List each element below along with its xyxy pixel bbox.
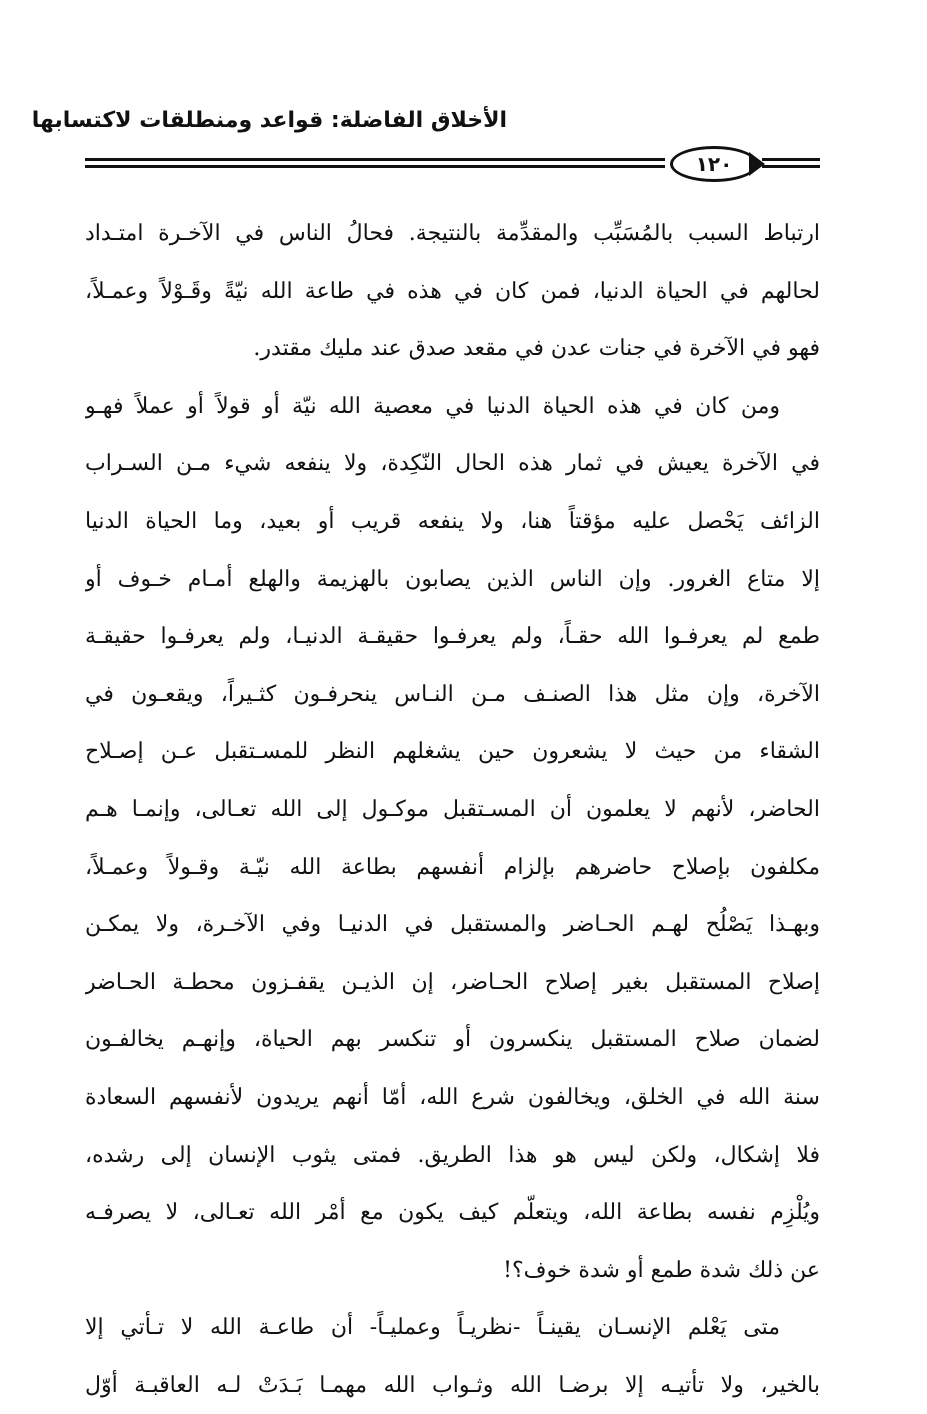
text-line: ويُلْزِم نفسه بطاعة الله، ويتعلّم كيف يكون مع أمْر الله تعـالى، لا يصرفـه [85, 1200, 820, 1226]
text-line: مكلفون بإصلاح حاضرهم بإلزام أنفسهم بطاعة الله نيّـة وقـولاً وعمـلاً، [85, 854, 820, 880]
text-line: إلا متاع الغرور. وإن الناس الذين يصابون بالهزيمة والهلع أمـام خـوف أو [85, 566, 820, 592]
page-number-arrow-icon [749, 152, 765, 176]
text-line: ارتباط السبب بالمُسَبِّب والمقدِّمة بالنتيجة. فحالُ الناس في الآخـرة امتـداد [85, 221, 820, 246]
text-line: بالخير، ولا تأتيـه إلا برضـا الله وثـواب الله مهمـا بَـدَتْ لـه العاقبـة أوّل [85, 1372, 820, 1398]
header-rule-line [85, 158, 665, 161]
text-line: الحاضر، لأنهم لا يعلمون أن المسـتقبل موكـول إلى الله تعـالى، وإنمـا هـم [85, 796, 820, 822]
running-title: الأخلاق الفاضلة: قواعد ومنطلقات لاكتسابها [31, 108, 507, 133]
text-line: في الآخرة يعيش في ثمار هذه الحال النّكِدة، ولا ينفعه شيء مـن السـراب [85, 451, 820, 477]
text-line: الآخرة، وإن مثل هذا الصنـف مـن النـاس ينحرفـون كثـيراً، ويقعـون في [85, 681, 820, 707]
text-line: فلا إشكال، ولكن ليس هو هذا الطريق. فمتى يثوب الإنسان إلى رشده، [85, 1142, 820, 1168]
text-line: فهو في الآخرة في جنات عدن في مقعد صدق عند مليك مقتدر. [253, 336, 820, 362]
header-rule-line [762, 158, 820, 161]
page-number: ١٢٠ [670, 146, 758, 182]
header-rule [85, 146, 820, 186]
header-rule-line [762, 165, 820, 168]
text-line: عن ذلك شدة طمع أو شدة خوف؟! [503, 1257, 820, 1283]
text-line: لحالهم في الحياة الدنيا، فمن كان في هذه في طاعة الله نيّةً وقَـوْلاً وعمـلاً، [85, 278, 820, 304]
text-line: ومن كان في هذه الحياة الدنيا في معصية الله نيّة أو قولاً أو عملاً فهـو [85, 393, 780, 419]
header-rule-line [85, 165, 665, 168]
text-line: إصلاح المستقبل بغير إصلاح الحـاضر، إن الذيـن يقفـزون محطـة الحـاضر [85, 969, 820, 995]
text-line: طمع لم يعرفـوا الله حقـاً، ولم يعرفـوا حقيقـة الدنيـا، ولم يعرفـوا حقيقـة [85, 624, 820, 650]
text-line: لضمان صلاح المستقبل ينكسرون أو تنكسر بهم الحياة، وإنهـم يخالفـون [85, 1027, 820, 1053]
text-line: متى يَعْلم الإنسـان يقينـاً -نظريـاً وعمليـاً- أن طاعـة الله لا تـأتي إلا [85, 1315, 780, 1341]
text-line: الشقاء من حيث لا يشعرون حين يشغلهم النظر للمسـتقبل عـن إصـلاح [85, 739, 820, 765]
text-line: الزائف يَحْصل عليه مؤقتاً هنا، ولا ينفعه قريب أو بعيد، وما الحياة الدنيا [85, 508, 820, 534]
text-line: سنة الله في الخلق، ويخالفون شرع الله، أمّا أنهم يريدون لأنفسهم السعادة [85, 1084, 820, 1110]
text-line: وبهـذا يَصْلُح لهـم الحـاضر والمستقبل في الدنيـا وفي الآخـرة، ولا يمكـن [85, 912, 820, 938]
body-text [85, 205, 820, 1414]
